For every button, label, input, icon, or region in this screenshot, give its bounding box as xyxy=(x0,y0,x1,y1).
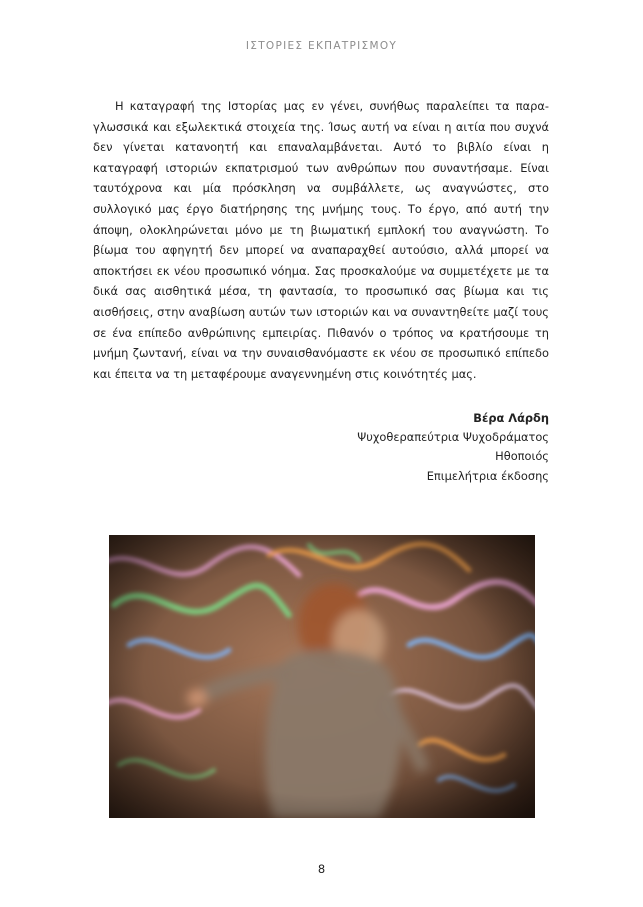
photo-vignette xyxy=(109,535,535,818)
running-title: ΙΣΤΟΡΙΕΣ ΕΚΠΑΤΡΙΣΜΟΥ xyxy=(245,40,398,52)
body-paragraph: Η καταγραφή της Ιστορίας μας εν γένει, συνήθως παραλείπει τα παρα-γλωσσικά και εξωλεκτικά στοιχεία της. Ίσως αυτή να είναι η αιτία που συχνά δεν γίνεται κατανοητή και επαναλαμβάνεται. Αυτό το βιβλίο είναι η καταγραφή ιστοριών εκπατρισμού των ανθρώπων που συναντήσαμε. Είναι ταυτόχρονα και μία πρόσκληση να συμβάλλετε, ως αναγνώστες, στο συλλογικό μας έργο διατήρησης της μνήμης τους. Το έργο, από αυτή την άποψη, ολοκληρώνεται μόνο με τη βιωματική εμπλοκή του αναγνώστη. Το βίωμα του αφηγητή δεν μπορεί να αναπαραχθεί αυτούσιο, αλλά μπορεί να αποκτήσει εκ νέου προσωπικό νόημα. Σας προσκαλούμε να συμμετέχετε με τα δικά σας αισθητικά μέσα, τη φαντασία, το προσωπικό σας βίωμα και τις αισθήσεις, στην αναβίωση αυτών των ιστοριών και να συναντηθείτε μαζί τους σε ένα επίπεδο ανθρώπινης εμπειρίας. Πιθανόν ο τρόπος να κρατήσουμε τη μνήμη ζωντανή, είναι να την συναισθανόμαστε εκ νέου σε προσωπικό επίπεδο και έπειτα να τη μεταφέρουμε αναγεννημένη στις κοινότητές μας. xyxy=(93,99,549,381)
dancer-photo xyxy=(109,535,535,818)
author-name: Βέρα Λάρδη xyxy=(473,411,549,425)
author-role-actress: Ηθοποιός xyxy=(495,449,549,464)
dancer-photo-illustration xyxy=(109,535,535,818)
signature-block xyxy=(357,409,549,486)
page-number: 8 xyxy=(317,862,326,876)
author-role-editor: Επιμελήτρια έκδοσης xyxy=(426,468,549,483)
author-role-psychotherapist: Ψυχοθεραπεύτρια Ψυχοδράματος xyxy=(357,430,549,445)
